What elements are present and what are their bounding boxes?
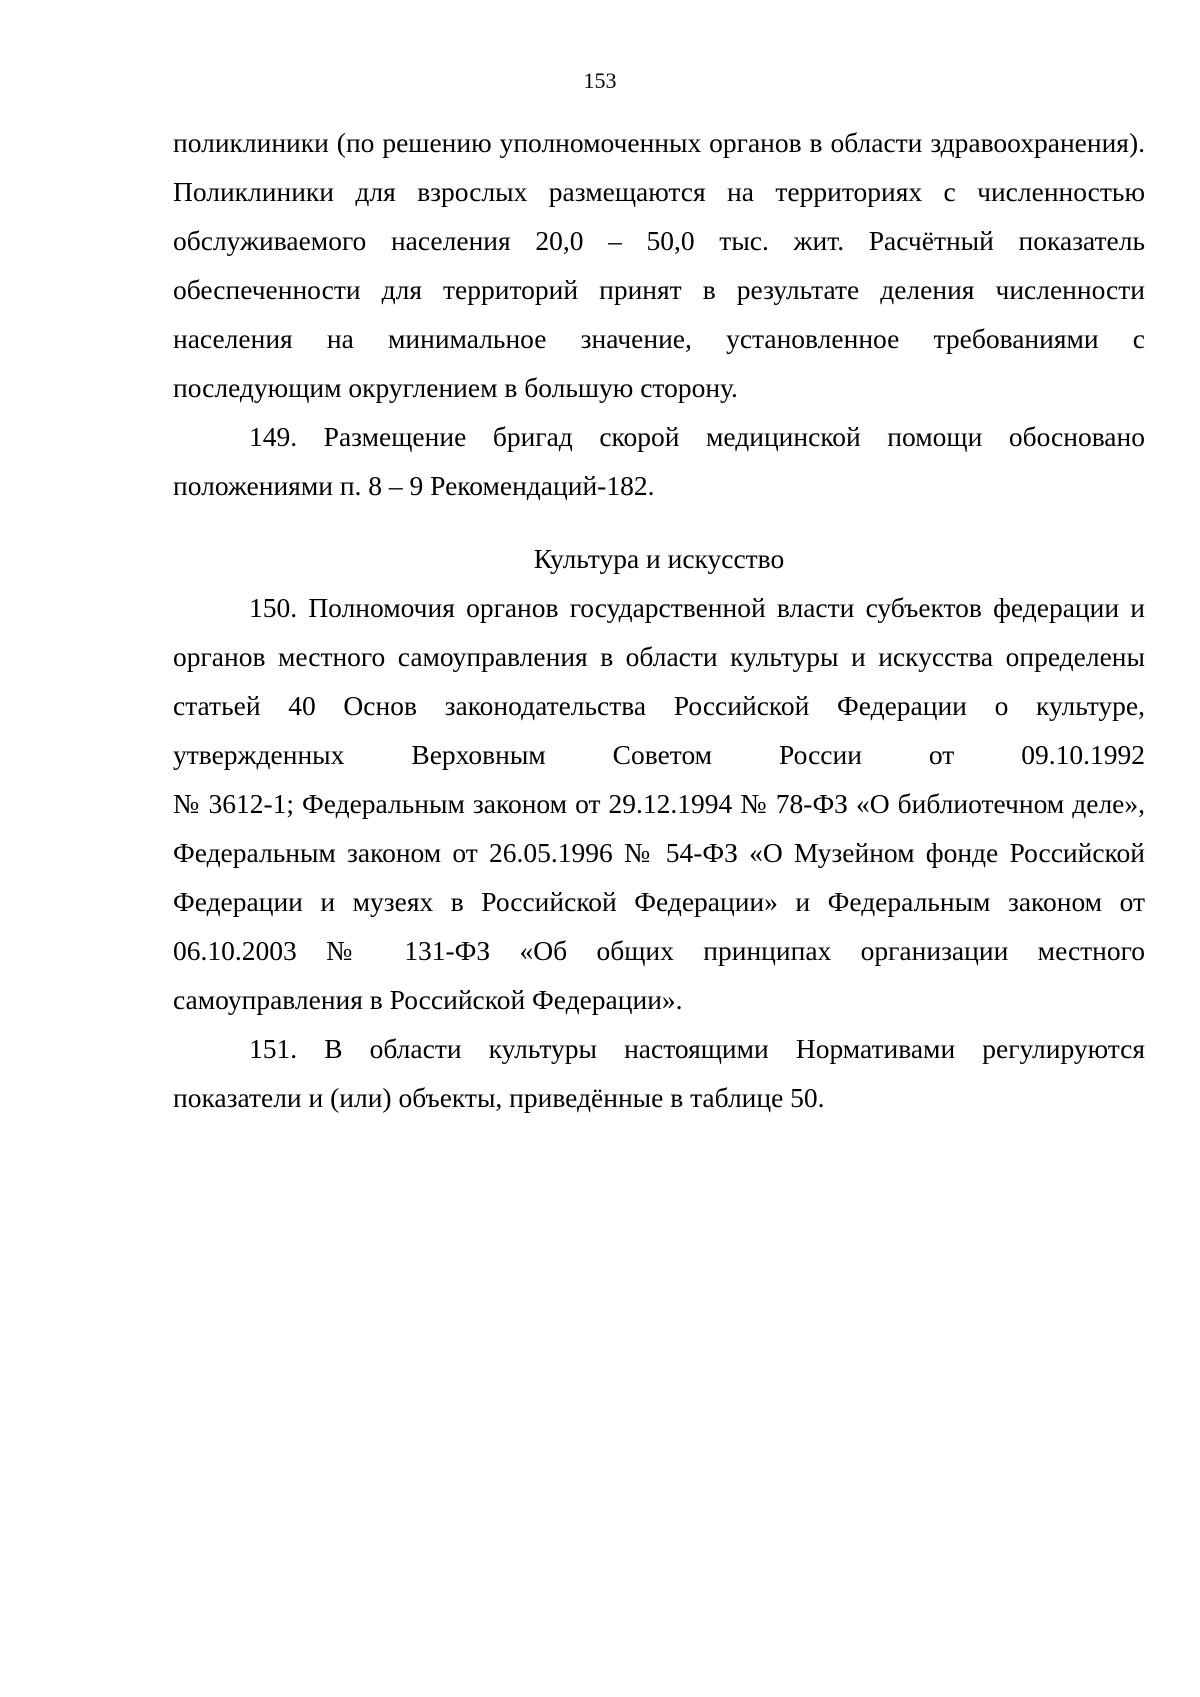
paragraph-150-part-2: № 3612-1; Федеральным законом от 29.12.1994 № 78-ФЗ «О библиотечном деле», Федеральным законом от 26.05.1996 № 54-ФЗ «О Музейном фонде Российской Федерации и музеях в Российской Федерации» и Федеральным законом от 06.10.2003 № 131-ФЗ «Об общих принципах организации местного самоуправления в Российской Федерации». <box>173 788 1145 1015</box>
paragraph-150-part-1: 150. Полномочия органов государственной власти субъектов федерации и органов местного самоуправления в области культуры и искусства определены статьей 40 Основ законодательства Российской Федерации о культуре, утвержденных Верховным Советом России от 09.10.1992 <box>173 592 1145 770</box>
document-body <box>173 118 1145 1122</box>
paragraph-polyclinics: поликлиники (по решению уполномоченных органов в области здравоохранения). Поликлиники для взрослых размещаются на территориях с численностью обслуживаемого населения 20,0 – 50,0 тыс. жит. Расчётный показатель обеспеченности для территорий принят в результате деления численности населения на минимальное значение, установленное требованиями с последующим округлением в большую сторону. <box>173 127 1145 403</box>
section-heading: Культура и искусство <box>533 543 785 574</box>
paragraph-149: 149. Размещение бригад скорой медицинской помощи обосновано положениями п. 8 – 9 Рекомендаций-182. <box>173 421 1145 501</box>
page-number: 153 <box>583 68 617 93</box>
paragraph-151: 151. В области культуры настоящими Нормативами регулируются показатели и (или) объекты, приведённые в таблице 50. <box>173 1033 1145 1113</box>
